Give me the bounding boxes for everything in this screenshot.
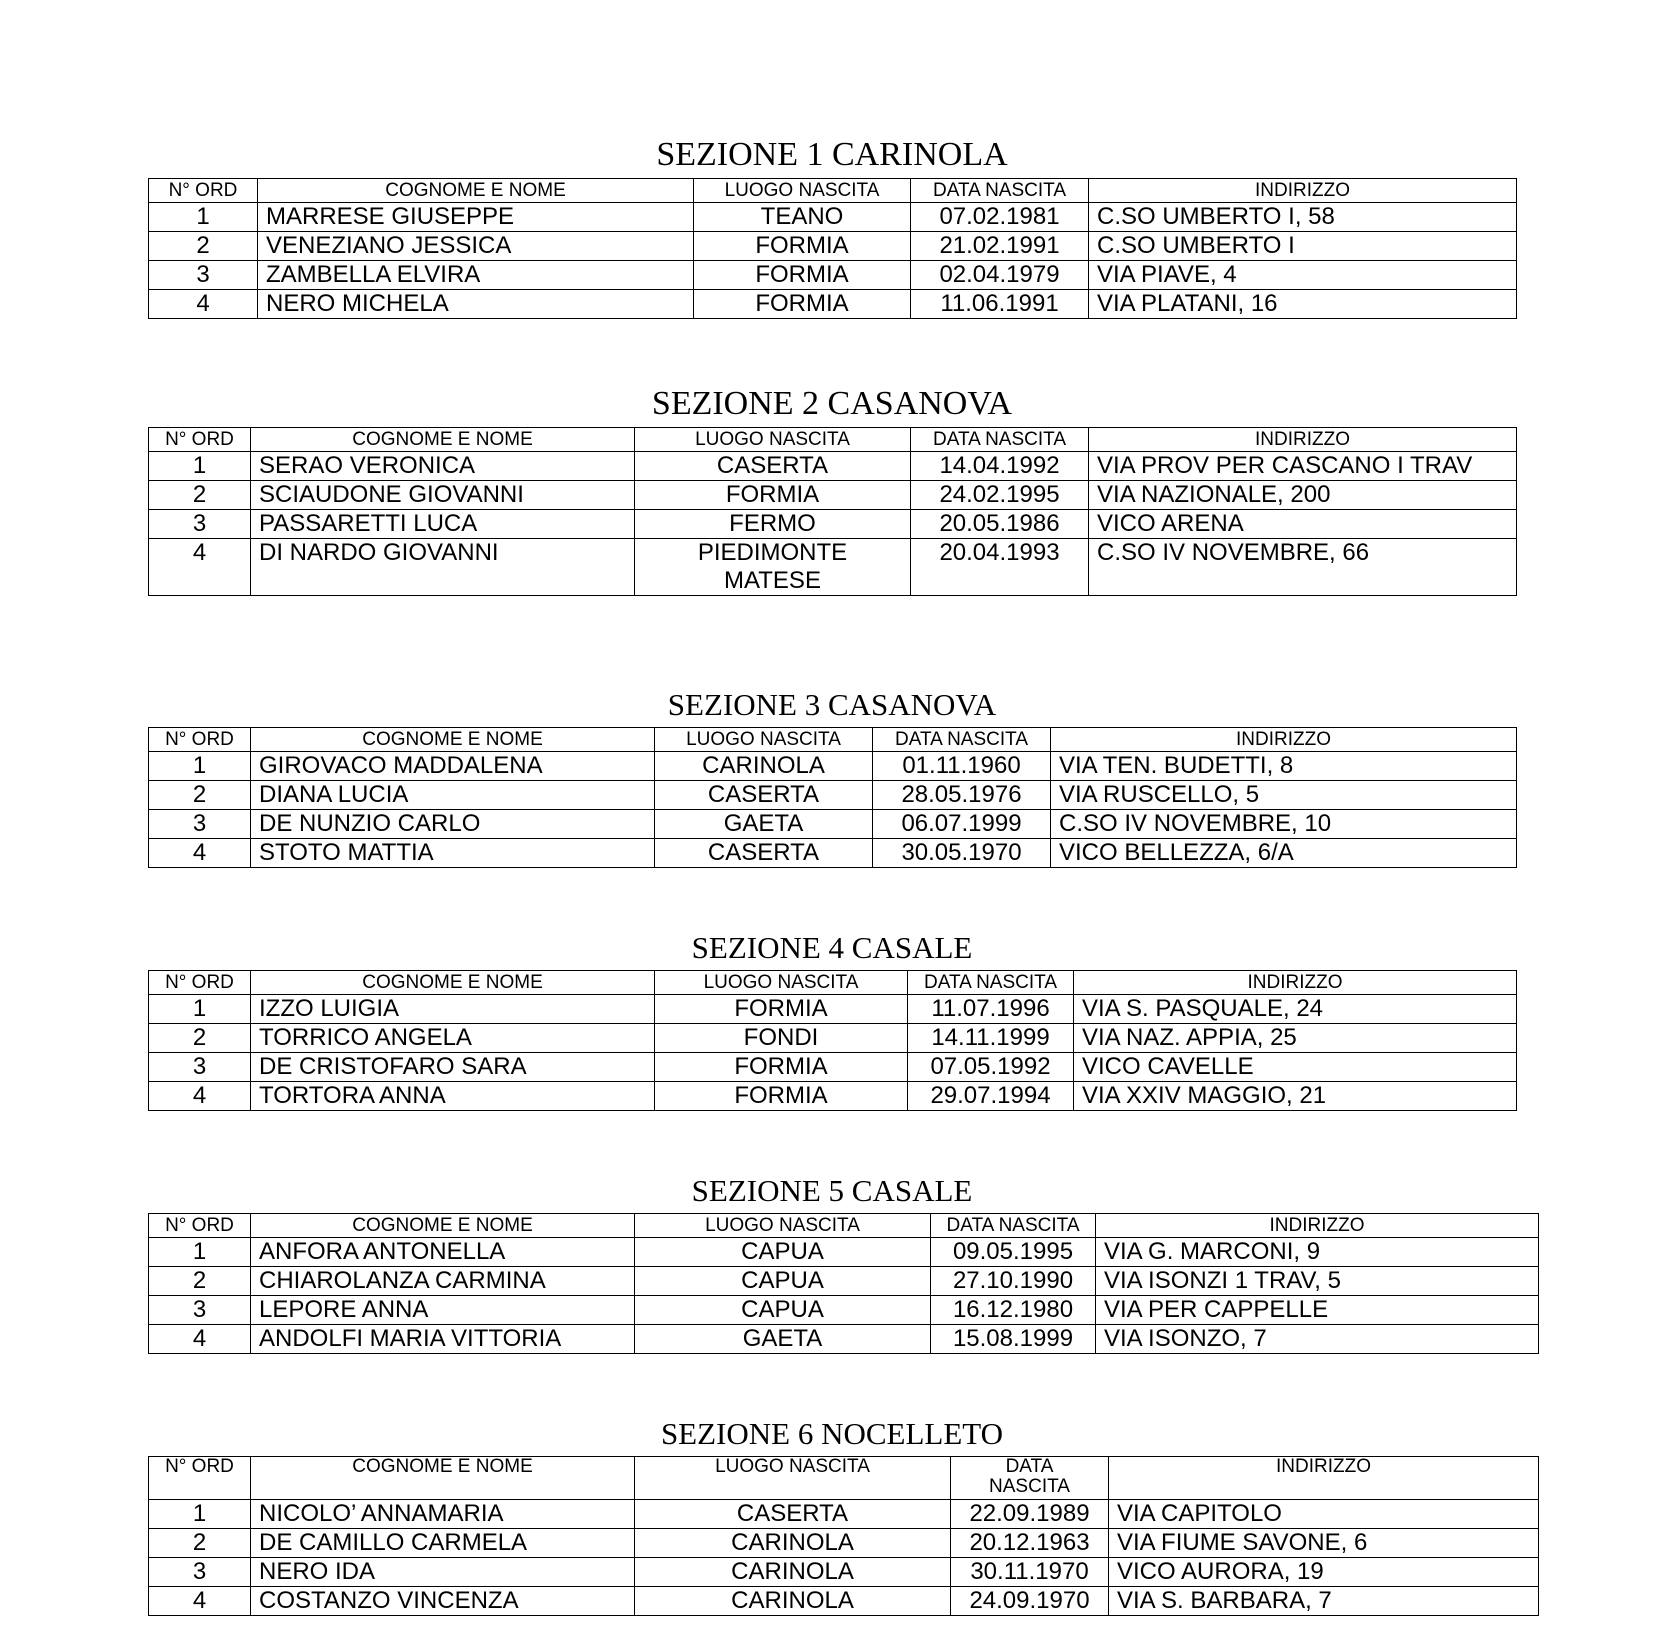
cell-place: TEANO (694, 203, 911, 232)
cell-name: DIANA LUCIA (251, 781, 655, 810)
header-address: INDIRIZZO (1089, 179, 1517, 203)
table-row (149, 1500, 1539, 1529)
section-title: SEZIONE 4 CASALE (691, 930, 973, 965)
cell-ord: 4 (149, 290, 258, 319)
cell-address: VIA S. PASQUALE, 24 (1074, 995, 1517, 1024)
table-row (149, 1558, 1539, 1587)
cell-date: 06.07.1999 (873, 810, 1051, 839)
cell-date: 24.02.1995 (911, 481, 1089, 510)
cell-date: 01.11.1960 (873, 752, 1051, 781)
cell-address: VIA ISONZI 1 TRAV, 5 (1096, 1267, 1539, 1296)
cell-name: TORTORA ANNA (251, 1082, 655, 1111)
cell-name: GIROVACO MADDALENA (251, 752, 655, 781)
cell-ord: 2 (149, 781, 251, 810)
cell-place: CARINOLA (635, 1558, 951, 1587)
header-date: DATA NASCITA (911, 179, 1089, 203)
table-row (149, 1267, 1539, 1296)
cell-name: TORRICO ANGELA (251, 1024, 655, 1053)
cell-address: C.SO IV NOVEMBRE, 66 (1089, 539, 1517, 596)
cell-date: 30.05.1970 (873, 839, 1051, 868)
cell-date: 07.02.1981 (911, 203, 1089, 232)
section-title: SEZIONE 1 CARINOLA (656, 136, 1008, 173)
cell-ord: 3 (149, 510, 251, 539)
cell-address: VICO ARENA (1089, 510, 1517, 539)
cell-address: VIA PIAVE, 4 (1089, 261, 1517, 290)
cell-name: COSTANZO VINCENZA (251, 1587, 635, 1616)
header-address: INDIRIZZO (1109, 1457, 1539, 1500)
cell-date: 28.05.1976 (873, 781, 1051, 810)
section-table (148, 970, 1517, 1111)
cell-ord: 3 (149, 1558, 251, 1587)
cell-ord: 4 (149, 1082, 251, 1111)
cell-address: VIA G. MARCONI, 9 (1096, 1238, 1539, 1267)
section-table (148, 1213, 1539, 1354)
cell-address: VICO CAVELLE (1074, 1053, 1517, 1082)
cell-address: VIA CAPITOLO (1109, 1500, 1539, 1529)
table-row (149, 539, 1517, 596)
cell-name: ANDOLFI MARIA VITTORIA (251, 1325, 635, 1354)
cell-date: 24.09.1970 (951, 1587, 1109, 1616)
cell-address: VIA FIUME SAVONE, 6 (1109, 1529, 1539, 1558)
table-header-row (149, 428, 1517, 452)
section-table (148, 178, 1517, 319)
header-ord: N° ORD (149, 971, 251, 995)
cell-place: GAETA (655, 810, 873, 839)
cell-date: 20.05.1986 (911, 510, 1089, 539)
cell-ord: 1 (149, 203, 258, 232)
cell-ord: 1 (149, 1238, 251, 1267)
cell-ord: 1 (149, 1500, 251, 1529)
cell-name: NERO IDA (251, 1558, 635, 1587)
cell-ord: 4 (149, 539, 251, 596)
cell-place: FORMIA (655, 995, 908, 1024)
cell-date: 20.12.1963 (951, 1529, 1109, 1558)
header-place: LUOGO NASCITA (635, 1457, 951, 1500)
table-row (149, 781, 1517, 810)
cell-date: 22.09.1989 (951, 1500, 1109, 1529)
cell-ord: 2 (149, 1024, 251, 1053)
section-table (148, 1456, 1539, 1616)
cell-place: FORMIA (655, 1053, 908, 1082)
cell-ord: 4 (149, 839, 251, 868)
header-name: COGNOME E NOME (251, 1214, 635, 1238)
cell-ord: 2 (149, 232, 258, 261)
cell-place: CARINOLA (635, 1529, 951, 1558)
cell-name: IZZO LUIGIA (251, 995, 655, 1024)
cell-name: LEPORE ANNA (251, 1296, 635, 1325)
header-ord: N° ORD (149, 1214, 251, 1238)
cell-place: CAPUA (635, 1267, 931, 1296)
cell-place: CARINOLA (635, 1587, 951, 1616)
cell-name: DI NARDO GIOVANNI (251, 539, 635, 596)
table-row (149, 452, 1517, 481)
table-row (149, 290, 1517, 319)
header-ord: N° ORD (149, 1457, 251, 1500)
cell-date: 27.10.1990 (931, 1267, 1096, 1296)
header-ord: N° ORD (149, 428, 251, 452)
cell-name: VENEZIANO JESSICA (258, 232, 694, 261)
header-name: COGNOME E NOME (251, 971, 655, 995)
cell-ord: 3 (149, 1053, 251, 1082)
cell-place: FORMIA (655, 1082, 908, 1111)
cell-ord: 3 (149, 1296, 251, 1325)
cell-place: CAPUA (635, 1238, 931, 1267)
cell-place: FONDI (655, 1024, 908, 1053)
cell-address: VIA PER CAPPELLE (1096, 1296, 1539, 1325)
cell-name: NICOLO’ ANNAMARIA (251, 1500, 635, 1529)
header-ord: N° ORD (149, 728, 251, 752)
table-header-row (149, 1457, 1539, 1500)
table-row (149, 261, 1517, 290)
cell-name: SCIAUDONE GIOVANNI (251, 481, 635, 510)
table-row (149, 203, 1517, 232)
cell-place: CASERTA (655, 839, 873, 868)
header-address: INDIRIZZO (1089, 428, 1517, 452)
cell-place: CASERTA (635, 1500, 951, 1529)
section-title: SEZIONE 3 CASANOVA (667, 687, 997, 722)
header-place: LUOGO NASCITA (635, 428, 911, 452)
cell-place: FORMIA (635, 481, 911, 510)
table-row (149, 1325, 1539, 1354)
cell-name: NERO MICHELA (258, 290, 694, 319)
header-name: COGNOME E NOME (251, 428, 635, 452)
cell-place: CAPUA (635, 1296, 931, 1325)
cell-address: VIA PROV PER CASCANO I TRAV (1089, 452, 1517, 481)
table-row (149, 1587, 1539, 1616)
cell-address: VIA XXIV MAGGIO, 21 (1074, 1082, 1517, 1111)
table-row (149, 232, 1517, 261)
table-row (149, 1053, 1517, 1082)
table-row (149, 1238, 1539, 1267)
cell-address: VICO BELLEZZA, 6/A (1051, 839, 1517, 868)
table-header-row (149, 1214, 1539, 1238)
cell-ord: 2 (149, 1529, 251, 1558)
cell-date: 15.08.1999 (931, 1325, 1096, 1354)
cell-name: ANFORA ANTONELLA (251, 1238, 635, 1267)
cell-date: 14.11.1999 (908, 1024, 1074, 1053)
cell-ord: 1 (149, 752, 251, 781)
header-place: LUOGO NASCITA (655, 728, 873, 752)
table-row (149, 510, 1517, 539)
section-title: SEZIONE 6 NOCELLETO (660, 1416, 1004, 1451)
table-header-row (149, 179, 1517, 203)
cell-name: MARRESE GIUSEPPE (258, 203, 694, 232)
cell-place: CARINOLA (655, 752, 873, 781)
table-row (149, 995, 1517, 1024)
section-title: SEZIONE 5 CASALE (691, 1173, 973, 1208)
table-row (149, 1529, 1539, 1558)
cell-address: VIA PLATANI, 16 (1089, 290, 1517, 319)
header-place: LUOGO NASCITA (694, 179, 911, 203)
cell-name: SERAO VERONICA (251, 452, 635, 481)
table-row (149, 1082, 1517, 1111)
cell-place: CASERTA (635, 452, 911, 481)
cell-name: STOTO MATTIA (251, 839, 655, 868)
cell-name: CHIAROLANZA CARMINA (251, 1267, 635, 1296)
cell-date: 16.12.1980 (931, 1296, 1096, 1325)
section-table (148, 427, 1517, 596)
cell-place: PIEDIMONTE MATESE (635, 539, 911, 596)
cell-ord: 1 (149, 995, 251, 1024)
cell-address: C.SO UMBERTO I (1089, 232, 1517, 261)
cell-address: VIA TEN. BUDETTI, 8 (1051, 752, 1517, 781)
cell-date: 07.05.1992 (908, 1053, 1074, 1082)
cell-place: FORMIA (694, 290, 911, 319)
header-name: COGNOME E NOME (258, 179, 694, 203)
cell-place: FERMO (635, 510, 911, 539)
table-row (149, 1296, 1539, 1325)
header-name: COGNOME E NOME (251, 728, 655, 752)
header-address: INDIRIZZO (1051, 728, 1517, 752)
cell-address: VIA S. BARBARA, 7 (1109, 1587, 1539, 1616)
cell-address: VIA RUSCELLO, 5 (1051, 781, 1517, 810)
header-address: INDIRIZZO (1074, 971, 1517, 995)
cell-date: 21.02.1991 (911, 232, 1089, 261)
table-row (149, 839, 1517, 868)
header-date: DATA NASCITA (908, 971, 1074, 995)
table-header-row (149, 971, 1517, 995)
cell-address: VIA ISONZO, 7 (1096, 1325, 1539, 1354)
cell-address: C.SO UMBERTO I, 58 (1089, 203, 1517, 232)
cell-name: DE CAMILLO CARMELA (251, 1529, 635, 1558)
cell-place: FORMIA (694, 232, 911, 261)
cell-date: 11.06.1991 (911, 290, 1089, 319)
cell-place: FORMIA (694, 261, 911, 290)
header-date: DATA NASCITA (873, 728, 1051, 752)
cell-name: DE NUNZIO CARLO (251, 810, 655, 839)
table-row (149, 810, 1517, 839)
header-place: LUOGO NASCITA (655, 971, 908, 995)
cell-address: C.SO IV NOVEMBRE, 10 (1051, 810, 1517, 839)
cell-ord: 3 (149, 810, 251, 839)
header-date: DATA NASCITA (911, 428, 1089, 452)
cell-address: VICO AURORA, 19 (1109, 1558, 1539, 1587)
cell-date: 14.04.1992 (911, 452, 1089, 481)
cell-name: ZAMBELLA ELVIRA (258, 261, 694, 290)
cell-address: VIA NAZIONALE, 200 (1089, 481, 1517, 510)
cell-ord: 2 (149, 481, 251, 510)
cell-date: 20.04.1993 (911, 539, 1089, 596)
header-place: LUOGO NASCITA (635, 1214, 931, 1238)
header-date: DATA NASCITA (931, 1214, 1096, 1238)
section-table (148, 727, 1517, 868)
cell-name: DE CRISTOFARO SARA (251, 1053, 655, 1082)
cell-date: 11.07.1996 (908, 995, 1074, 1024)
table-row (149, 752, 1517, 781)
cell-date: 29.07.1994 (908, 1082, 1074, 1111)
table-row (149, 481, 1517, 510)
cell-ord: 3 (149, 261, 258, 290)
cell-ord: 4 (149, 1325, 251, 1354)
cell-date: 02.04.1979 (911, 261, 1089, 290)
header-ord: N° ORD (149, 179, 258, 203)
cell-date: 09.05.1995 (931, 1238, 1096, 1267)
cell-address: VIA NAZ. APPIA, 25 (1074, 1024, 1517, 1053)
cell-ord: 2 (149, 1267, 251, 1296)
header-address: INDIRIZZO (1096, 1214, 1539, 1238)
cell-ord: 1 (149, 452, 251, 481)
cell-place: GAETA (635, 1325, 931, 1354)
cell-date: 30.11.1970 (951, 1558, 1109, 1587)
section-title: SEZIONE 2 CASANOVA (651, 385, 1013, 422)
cell-place: CASERTA (655, 781, 873, 810)
cell-name: PASSARETTI LUCA (251, 510, 635, 539)
header-name: COGNOME E NOME (251, 1457, 635, 1500)
cell-ord: 4 (149, 1587, 251, 1616)
header-date: DATA NASCITA (951, 1457, 1109, 1500)
table-row (149, 1024, 1517, 1053)
table-header-row (149, 728, 1517, 752)
